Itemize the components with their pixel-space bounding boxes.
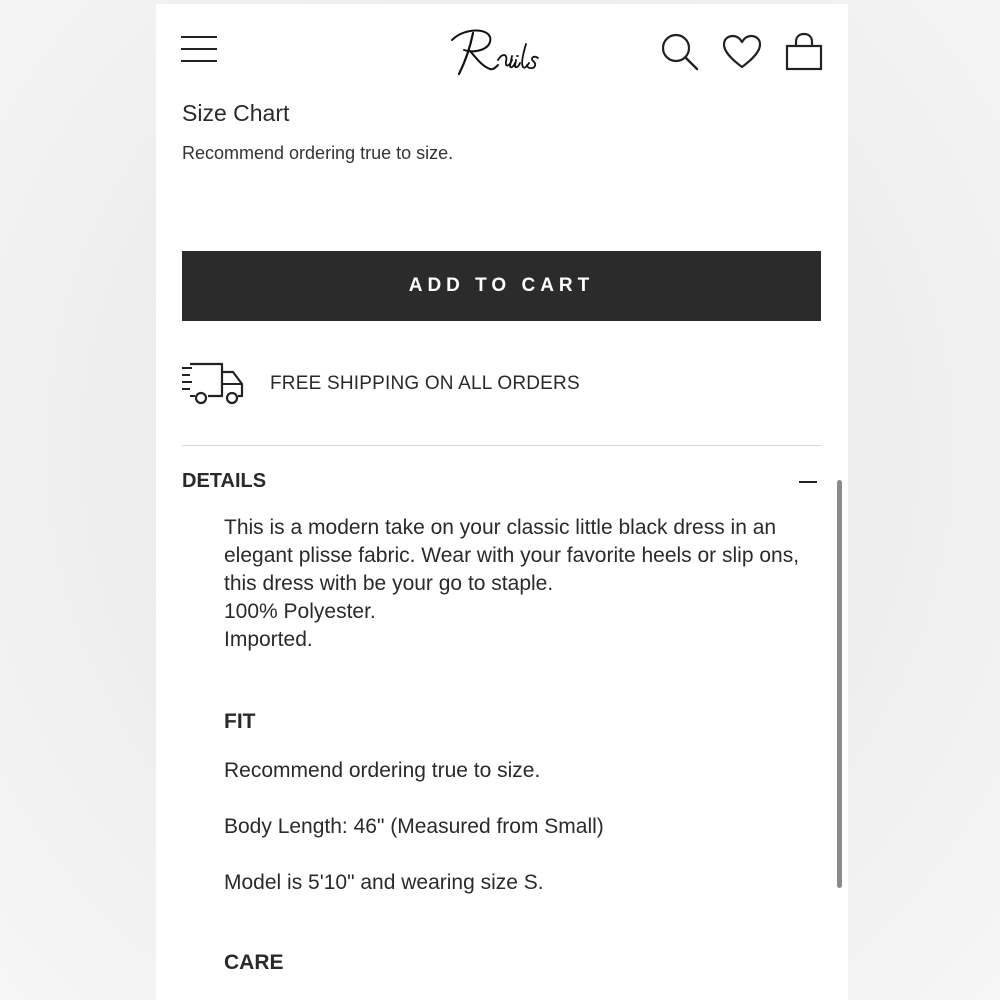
heart-icon[interactable] — [722, 34, 762, 70]
size-chart-link[interactable]: Size Chart — [182, 100, 290, 126]
add-to-cart-button[interactable]: ADD TO CART — [182, 251, 821, 321]
fit-line: Body Length: 46" (Measured from Small) — [224, 815, 604, 838]
divider — [182, 445, 821, 446]
minus-icon[interactable] — [799, 481, 817, 483]
care-title: CARE — [224, 951, 284, 974]
shopping-bag-icon[interactable] — [784, 32, 824, 72]
details-accordion-header[interactable] — [182, 464, 821, 498]
size-chart-note: Recommend ordering true to size. — [182, 143, 454, 163]
details-title: DETAILS — [182, 470, 267, 492]
fit-line: Model is 5'10" and wearing size S. — [224, 871, 544, 894]
scrollbar[interactable] — [837, 480, 842, 888]
fit-line: Recommend ordering true to size. — [224, 759, 541, 782]
fit-title: FIT — [224, 710, 256, 733]
product-origin: Imported. — [224, 628, 313, 651]
free-shipping-text: FREE SHIPPING ON ALL ORDERS — [270, 373, 580, 394]
product-material: 100% Polyester. — [224, 600, 376, 623]
product-page — [156, 4, 848, 1000]
site-header — [156, 4, 848, 104]
delivery-truck-icon — [180, 360, 246, 406]
details-content — [224, 514, 809, 654]
product-description: This is a modern take on your classic little black dress in an elegant plisse fabric. Wear with your favorite heels or slip ons, this dress with be your go to staple. — [224, 516, 800, 595]
menu-icon[interactable] — [181, 34, 219, 64]
rails-logo[interactable] — [446, 20, 561, 80]
search-icon[interactable] — [660, 32, 700, 72]
